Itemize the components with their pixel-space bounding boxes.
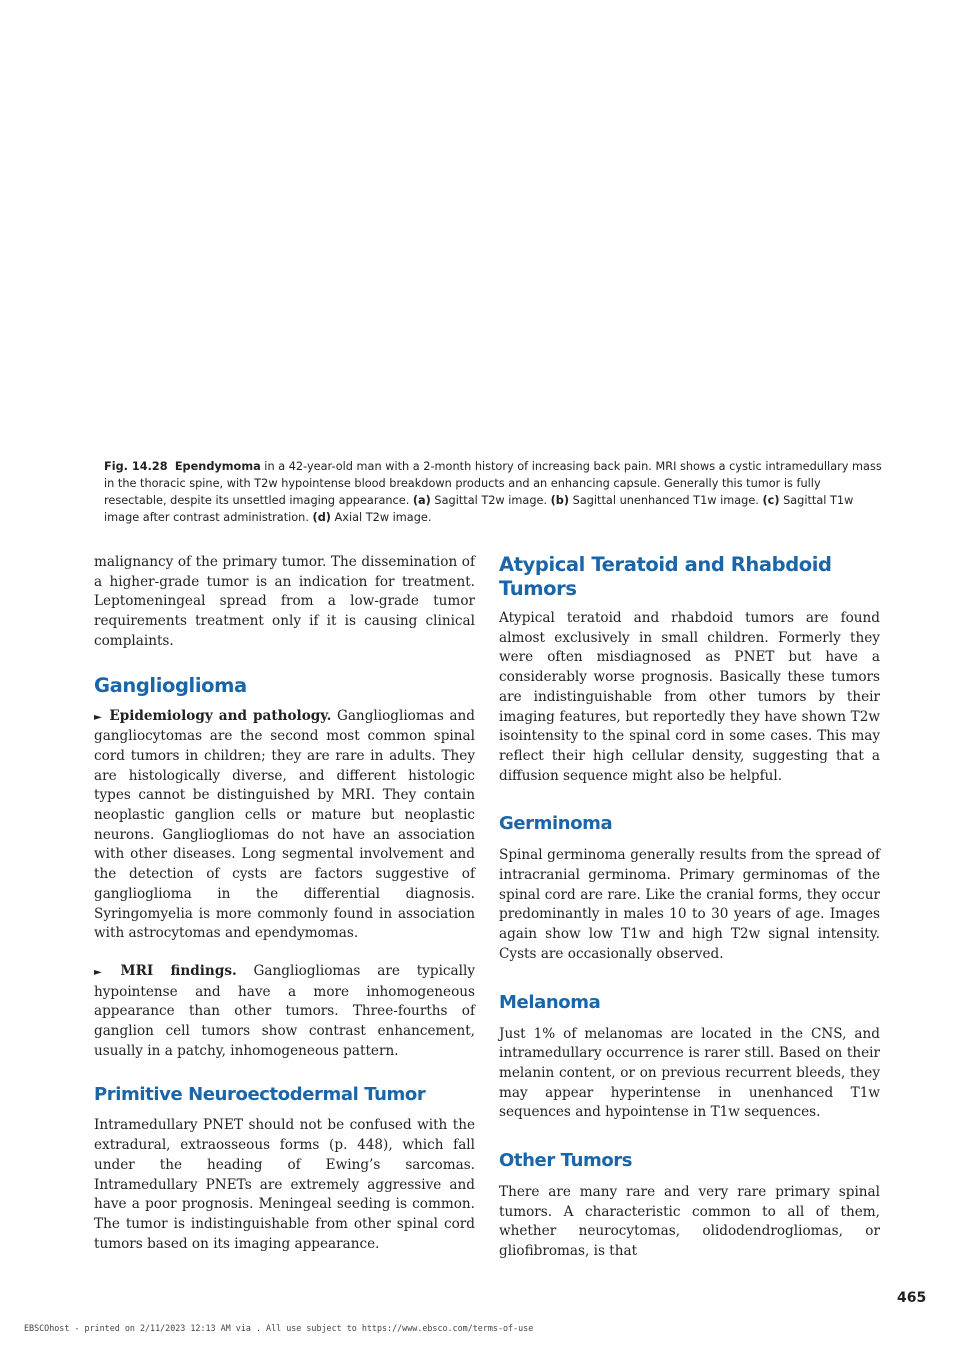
print-footer: EBSCOhost - printed on 2/11/2023 12:13 AM via . All use subject to https://www.ebsco.com/terms-of-use bbox=[24, 1323, 534, 1333]
melanoma-paragraph: Just 1% of melanomas are located in the CNS, and intramedullary occurrence is rarer still. Based on their melanin content, or on previous recurrent bleeds, they may appear hyperintense in unenhanced T1w sequences and hypointense in T1w sequences. bbox=[499, 1025, 880, 1121]
germinoma-heading: Germinoma bbox=[499, 813, 613, 835]
atrt-heading: Atypical Teratoid and Rhabdoid Tumors bbox=[499, 553, 832, 600]
epidemiology-text: Gangliogliomas and gangliocytomas are the second most common spinal cord tumors in children; they are rare in adults. They are histologically diverse, and different histologic types cannot be distinguished by MRI. They contain neoplastic ganglion cells or mature but neoplastic neurons. Gangliogliomas do not have an association with other diseases. Long segmental involvement and the detection of cysts are factors suggestive of ganglioglioma in the differential diagnosis. Syringomyelia is more commonly found in association with astrocytomas and ependymomas. bbox=[94, 707, 475, 942]
figure-title: Ependymoma bbox=[174, 460, 261, 473]
triangle-bullet-icon: ► bbox=[94, 711, 102, 723]
ganglioglioma-mri-paragraph bbox=[94, 962, 475, 1062]
caption-text: in a 42-year-old man with a 2-month history of increasing back pain. MRI shows a cystic intramedullary mass in the thoracic spine, with T2w hypointense blood breakdown products and an enhancing capsule. Generally this tumor is fully resectable, despite its unsettled imaging appearance. bbox=[104, 460, 882, 507]
ganglioglioma-heading: Ganglioglioma bbox=[94, 673, 247, 697]
panel-d-label: (d) bbox=[312, 511, 331, 524]
left-column bbox=[94, 553, 475, 1254]
panel-b-label: (b) bbox=[550, 494, 570, 507]
mri-findings-text: Gangliogliomas are typically hypointense and have a more inhomogeneous appearance than other tumors. Three-fourths of ganglion cell tumors show contrast enhancement, usually in a patchy, inhomogeneous pattern. bbox=[94, 962, 476, 1059]
panel-c-label: (c) bbox=[762, 494, 780, 507]
panel-a-text: Sagittal T2w image. bbox=[430, 494, 551, 507]
ganglioglioma-epidemiology-paragraph bbox=[94, 707, 475, 944]
panel-d-text: Axial T2w image. bbox=[330, 511, 432, 524]
pnet-paragraph: Intramedullary PNET should not be confused with the extradural, extraosseous forms (p. 448), which fall under the heading of Ewing’s sarcomas. Intramedullary PNETs are extremely aggressive and have a poor prognosis. Meningeal seeding is common. The tumor is indistinguishable from other spinal cord tumors based on its imaging appearance. bbox=[94, 1117, 475, 1252]
germinoma-paragraph: Spinal germinoma generally results from the spread of intracranial germinoma. Primary germinomas of the spinal cord are rare. Like the cranial forms, they occur predominantly in males 10 to 30 years of age. Images again show low T1w and high T2w signal intensity. Cysts are occasionally observed. bbox=[499, 847, 880, 962]
panel-c-text: Sagittal T1w image after contrast administration. bbox=[104, 494, 854, 524]
other-tumors-paragraph: There are many rare and very rare primary spinal tumors. A characteristic common to all of them, whether neurocytomas, olidodendrogliomas, or gliofibromas, is that bbox=[499, 1184, 880, 1260]
figure-caption bbox=[104, 458, 884, 526]
panel-b-text: Sagittal unenhanced T1w image. bbox=[569, 494, 763, 507]
figure-label: Fig. 14.28 bbox=[104, 460, 168, 473]
panel-a-label: (a) bbox=[412, 494, 431, 507]
epidemiology-lead: Epidemiology and pathology. bbox=[109, 707, 332, 724]
mri-findings-lead: MRI findings. bbox=[120, 962, 237, 979]
atrt-paragraph: Atypical teratoid and rhabdoid tumors are found almost exclusively in small children. Formerly they were often misdiagnosed as PNET but have a considerably worse prognosis. Basically these tumors are indistinguishable from other tumors by their imaging features, but reportedly they have shown T2w isointensity to the spinal cord in some cases. This may reflect their high cellular density, suggesting that a diffusion sequence might also be helpful. bbox=[499, 610, 880, 784]
pnet-heading: Primitive Neuroectodermal Tumor bbox=[94, 1084, 426, 1106]
figure-image-area bbox=[95, 20, 880, 450]
melanoma-heading: Melanoma bbox=[499, 991, 601, 1013]
triangle-bullet-icon: ► bbox=[94, 966, 102, 978]
other-tumors-heading: Other Tumors bbox=[499, 1150, 633, 1172]
intro-paragraph: malignancy of the primary tumor. The dissemination of a higher-grade tumor is an indication for treatment. Leptomeningeal spread from a low-grade tumor requirements treatment only if it is causing clinical complaints. bbox=[94, 554, 475, 649]
right-column bbox=[499, 553, 880, 1262]
page-number: 465 bbox=[897, 1290, 927, 1306]
